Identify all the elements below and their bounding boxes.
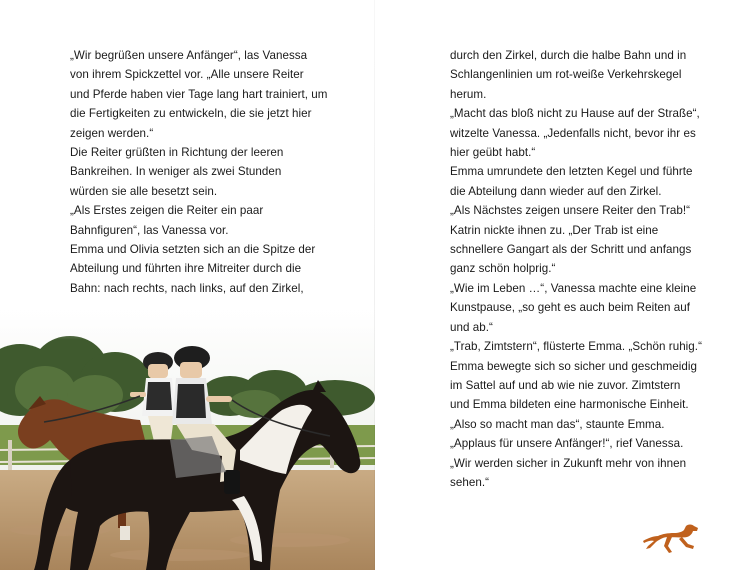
right-page (375, 0, 750, 570)
galloping-horse-icon (642, 522, 702, 556)
text-line: und Pferde haben vier Tage lang hart trainiert, um (70, 87, 328, 101)
riders-photo (0, 300, 375, 570)
text-line: durch den Zirkel, durch die halbe Bahn und in (450, 49, 687, 62)
text-line: „Trab, Zimtstern“, flüsterte Emma. „Schön ruhig.“ (450, 340, 702, 354)
text-line: „Wie im Leben …“, Vanessa machte eine kleine (450, 281, 697, 295)
left-text-column (70, 46, 340, 298)
text-line: Bahn: nach rechts, nach links, auf den Zirkel, (70, 281, 304, 295)
text-line: zeigen werden.“ (70, 126, 154, 140)
text-line: „Als Erstes zeigen die Reiter ein paar (70, 204, 264, 218)
text-line: „Wir werden sicher in Zukunft mehr von ihnen (450, 456, 687, 470)
text-line: „Applaus für unsere Anfänger!“, rief Vanessa. (450, 437, 684, 451)
text-line: schnellere Gangart als der Schritt und anfangs (450, 243, 692, 257)
text-line: Emma und Olivia setzten sich an die Spitze der (70, 243, 316, 257)
text-line: Katrin nickte ihnen zu. „Der Trab ist eine (450, 223, 659, 237)
text-line: Emma bewegte sich so sicher und geschmeidig (450, 359, 698, 373)
text-line: die Fertigkeiten zu entwickeln, die sie jetzt hier (70, 107, 312, 121)
right-text-column (450, 46, 710, 492)
text-line: von ihrem Spickzettel vor. „Alle unsere Reiter (70, 68, 304, 82)
text-line: herum. (450, 87, 487, 101)
text-line: würden sie alle besetzt sein. (70, 184, 218, 198)
text-line: Bahnfiguren“, las Vanessa vor. (70, 223, 229, 237)
text-line: und Emma bildeten eine harmonische Einheit. (450, 398, 689, 412)
text-line: Kunstpause, „so geht es auch beim Reiten auf (450, 301, 691, 315)
text-line: witzelte Vanessa. „Jedenfalls nicht, bevor ihr es (450, 126, 696, 140)
text-line: „Also so macht man das“, staunte Emma. (450, 417, 665, 431)
horse-silhouette (643, 525, 698, 554)
text-line: ganz schön holprig.“ (450, 262, 556, 276)
text-line: Schlangenlinien um rot-weiße Verkehrskegel (450, 68, 682, 82)
text-line: und ab.“ (450, 320, 493, 334)
text-line: Abteilung und führten ihre Mitreiter durch die (70, 262, 302, 276)
text-line: sehen.“ (450, 475, 490, 489)
text-line: im Sattel auf und ab wie nie zuvor. Zimtstern (450, 378, 681, 392)
text-line: „Wir begrüßen unsere Anfänger“, las Vanessa (70, 49, 308, 62)
text-line: Die Reiter grüßten in Richtung der leeren (70, 146, 284, 160)
text-line: Emma umrundete den letzten Kegel und führte (450, 165, 693, 179)
text-line: die Abteilung dann wieder auf den Zirkel. (450, 184, 662, 198)
text-line: „Macht das bloß nicht zu Hause auf der Straße“, (450, 107, 700, 121)
text-line: Bankreihen. In weniger als zwei Stunden (70, 165, 282, 179)
text-line: „Als Nächstes zeigen unsere Reiter den Trab!“ (450, 204, 691, 218)
text-line: hier geübt habt.“ (450, 146, 536, 160)
